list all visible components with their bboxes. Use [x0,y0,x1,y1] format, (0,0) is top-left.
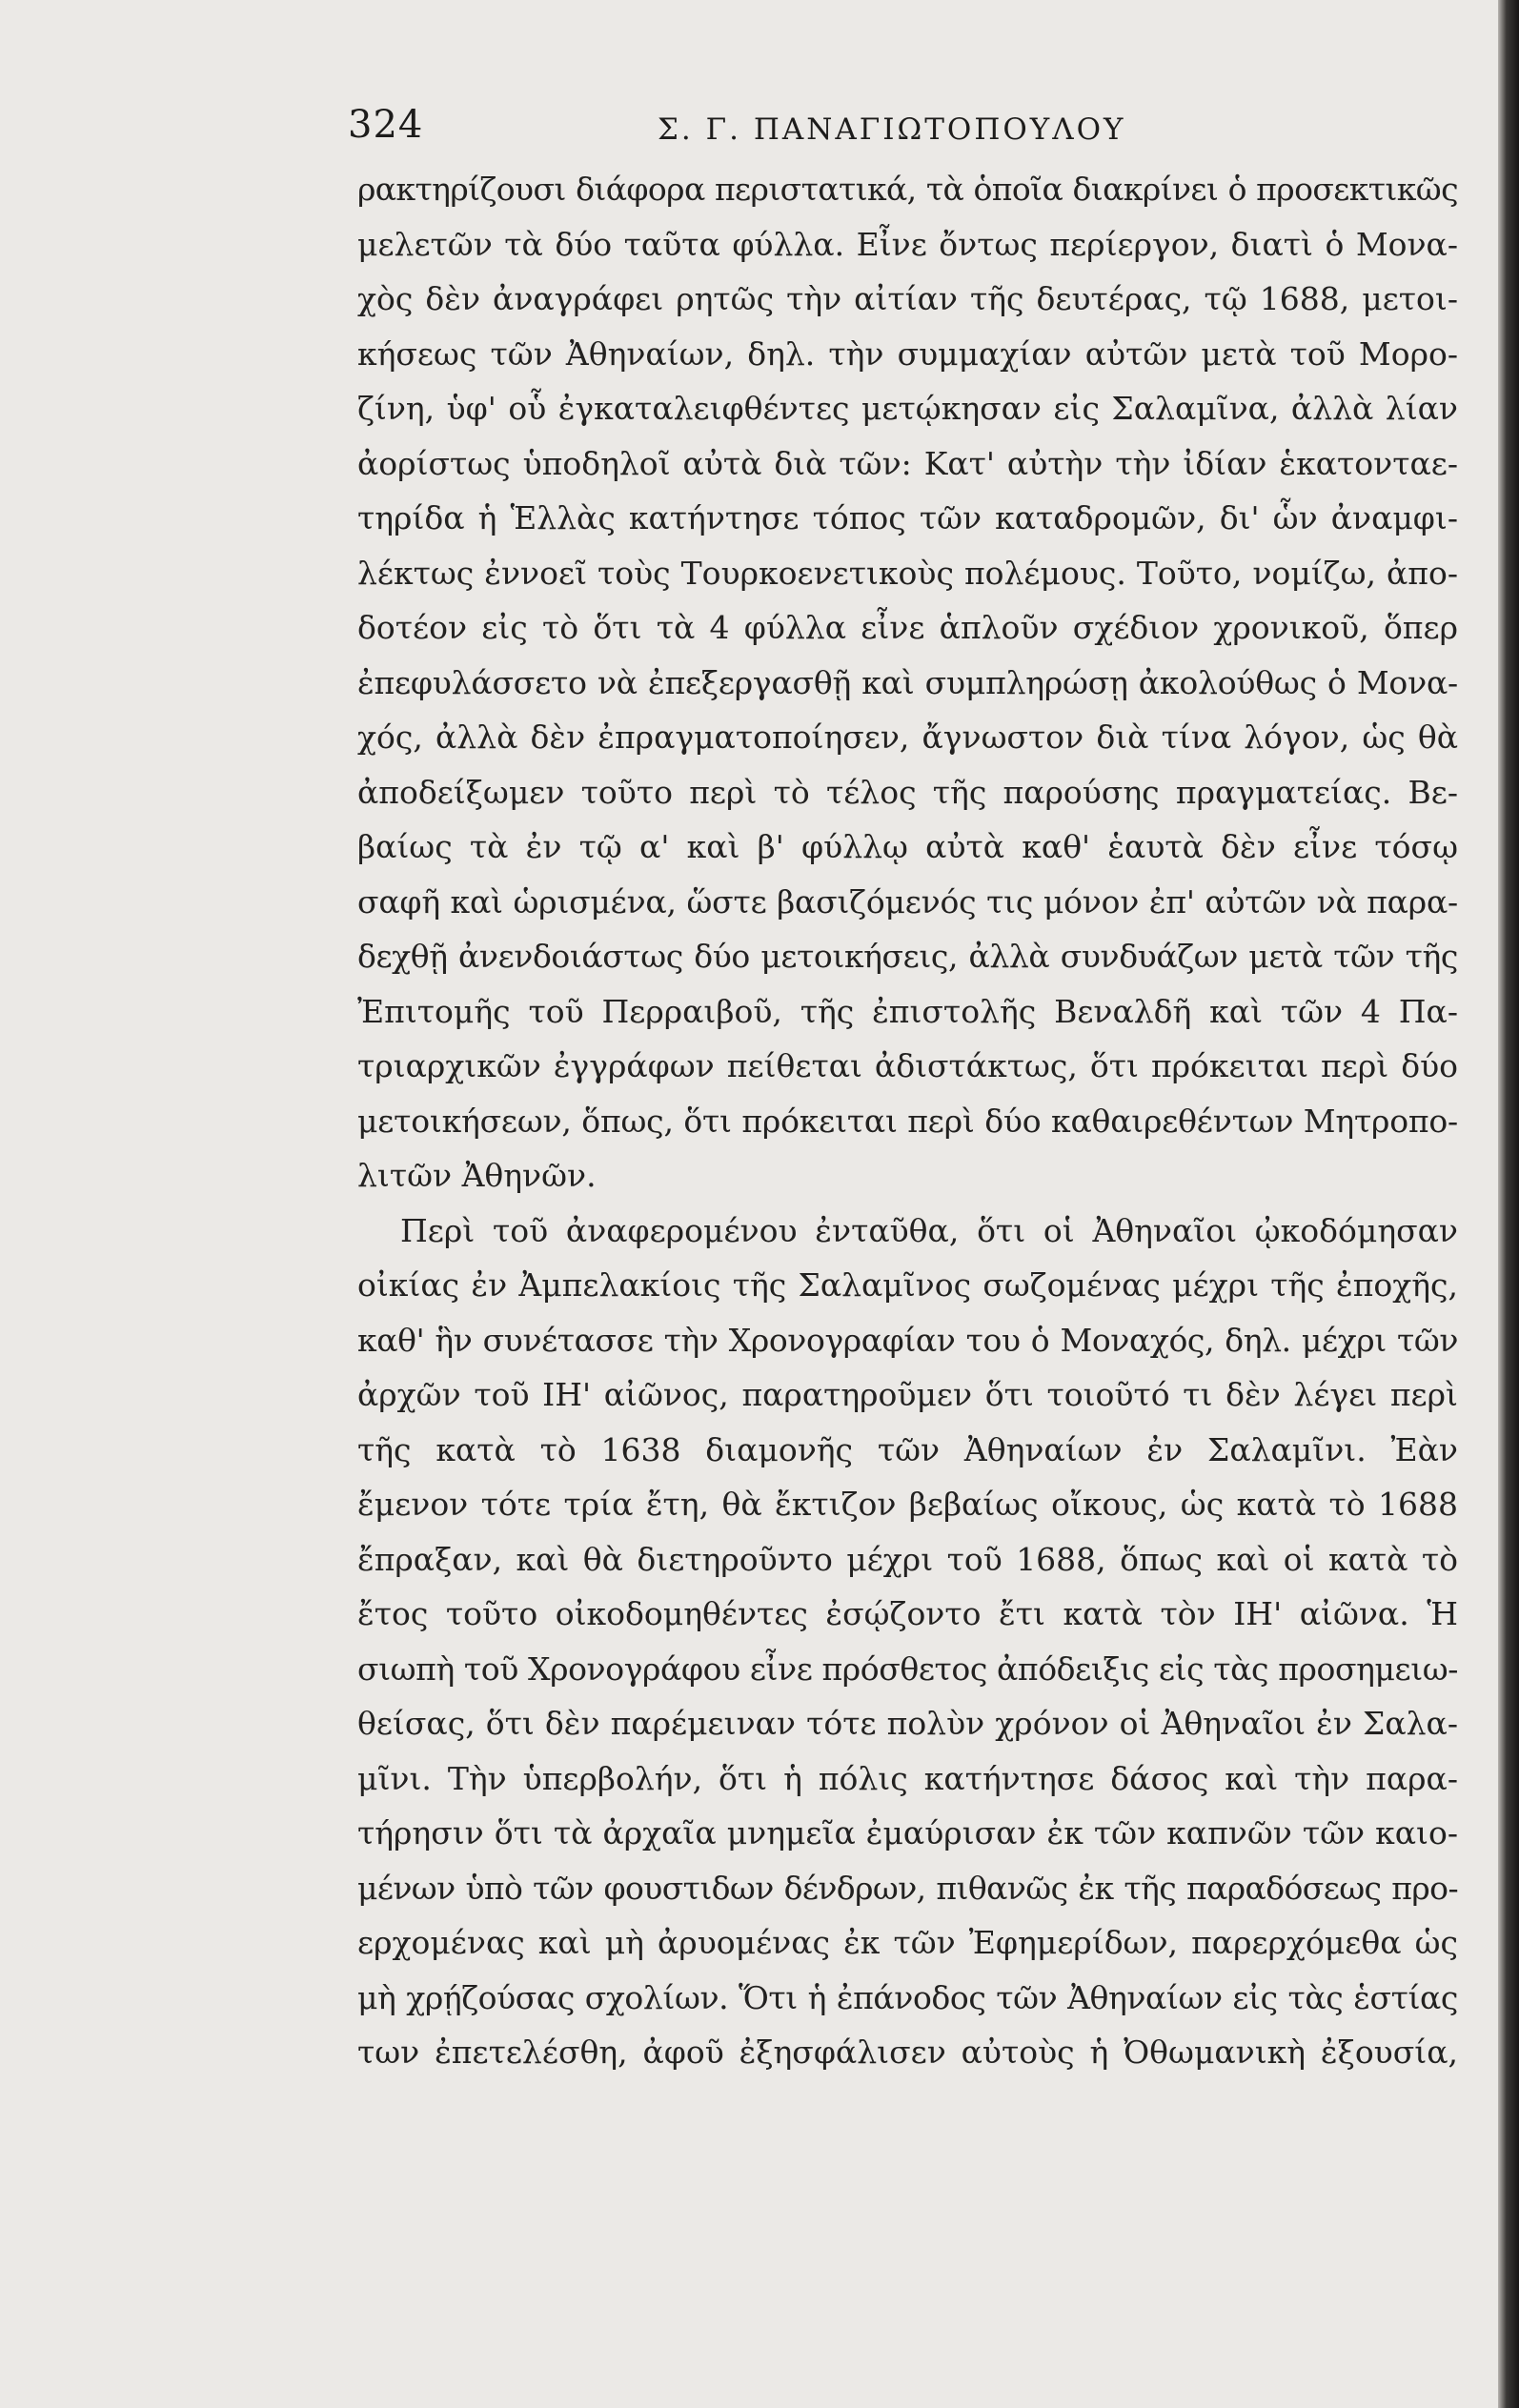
running-head: Σ. Γ. ΠΑΝΑΓΙΩΤΟΠΟΥΛΟΥ [658,112,1126,147]
text-line: ἔτος τοῦτο οἰκοδομηθέντες ἐσῴζοντο ἔτι κατὰ τὸν ΙΗ' αἰῶνα. Ἡ [357,1595,1458,1632]
text-line: χὸς δὲν ἀναγράφει ρητῶς τὴν αἰτίαν τῆς δευτέρας, τῷ 1688, μετοι- [357,280,1458,317]
text-line: ἀορίστως ὑποδηλοῖ αὐτὰ διὰ τῶν: Κατ' αὐτὴν τὴν ἰδίαν ἑκατονταε- [357,444,1458,482]
text-line: μῖνι. Τὴν ὑπερβολήν, ὅτι ἡ πόλις κατήντησε δάσος καὶ τὴν παρα- [357,1759,1458,1797]
text-line: λιτῶν Ἀθηνῶν. [357,1157,597,1194]
text-line: δεχθῇ ἀνενδοιάστως δύο μετοικήσεις, ἀλλὰ συνδυάζων μετὰ τῶν τῆς [357,938,1458,975]
text-line: Ἐπιτομῆς τοῦ Περραιβοῦ, τῆς ἐπιστολῆς Βεναλδῆ καὶ τῶν 4 Πα- [357,992,1458,1030]
page-number: 324 [348,103,424,147]
body-text [357,162,1458,2080]
text-line: λέκτως ἐννοεῖ τοὺς Τουρκοενετικοὺς πολέμους. Τοῦτο, νομίζω, ἀπο- [357,554,1458,592]
text-line: σιωπὴ τοῦ Χρονογράφου εἶνε πρόσθετος ἀπόδειξις εἰς τὰς προσημειω- [357,1649,1458,1688]
text-line: οἰκίας ἐν Ἀμπελακίοις τῆς Σαλαμῖνος σωζομένας μέχρι τῆς ἐποχῆς, [357,1266,1458,1304]
text-line: καθ' ἣν συνέτασσε τὴν Χρονογραφίαν του ὁ Μοναχός, δηλ. μέχρι τῶν [357,1321,1458,1359]
text-line: τηρίδα ἡ Ἑλλὰς κατήντησε τόπος τῶν καταδρομῶν, δι' ὧν ἀναμφι- [357,499,1458,536]
text-line: βαίως τὰ ἐν τῷ α' καὶ β' φύλλῳ αὐτὰ καθ' ἑαυτὰ δὲν εἶνε τόσῳ [357,828,1458,865]
paragraph-1 [357,162,1458,1204]
paragraph-2 [357,1204,1458,2080]
text-line: μὴ χρῄζούσας σχολίων. Ὅτι ἡ ἐπάνοδος τῶν Ἀθηναίων εἰς τὰς ἑστίας [357,1978,1458,2016]
text-line: ζίνη, ὑφ' οὗ ἐγκαταλειφθέντες μετῴκησαν εἰς Σαλαμῖνα, ἀλλὰ λίαν [357,390,1458,427]
text-line: σαφῆ καὶ ὡρισμένα, ὥστε βασιζόμενός τις μόνον ἐπ' αὐτῶν νὰ παρα- [357,882,1458,921]
text-line: ἀρχῶν τοῦ ΙΗ' αἰῶνος, παρατηροῦμεν ὅτι τοιοῦτό τι δὲν λέγει περὶ [357,1376,1458,1413]
text-line: Περὶ τοῦ ἀναφερομένου ἐνταῦθα, ὅτι οἱ Ἀθηναῖοι ᾠκοδόμησαν [400,1211,1458,1249]
text-line: ρακτηρίζουσι διάφορα περιστατικά, τὰ ὁποῖα διακρίνει ὁ προσεκτικῶς [357,171,1458,208]
text-line: μένων ὑπὸ τῶν φουστιδων δένδρων, πιθανῶς ἐκ τῆς παραδόσεως προ- [357,1869,1458,1907]
text-line: ἐπεφυλάσσετο νὰ ἐπεξεργασθῇ καὶ συμπληρώσῃ ἀκολούθως ὁ Μονα- [357,663,1458,701]
page-edge-shadow [1498,0,1519,2408]
text-line: μετοικήσεων, ὅπως, ὅτι πρόκειται περὶ δύο καθαιρεθέντων Μητροπο- [357,1102,1458,1140]
text-line: μελετῶν τὰ δύο ταῦτα φύλλα. Εἶνε ὄντως περίεργον, διατὶ ὁ Μονα- [357,225,1458,263]
text-line: χός, ἀλλὰ δὲν ἐπραγματοποίησεν, ἄγνωστον διὰ τίνα λόγον, ὡς θὰ [357,718,1458,756]
text-line: τῆς κατὰ τὸ 1638 διαμονῆς τῶν Ἀθηναίων ἐν Σαλαμῖνι. Ἐὰν [357,1430,1458,1468]
text-line: των ἐπετελέσθη, ἀφοῦ ἐξησφάλισεν αὐτοὺς ἡ Ὀθωμανικὴ ἐξουσία, [357,2034,1458,2071]
text-line: ἀποδείξωμεν τοῦτο περὶ τὸ τέλος τῆς παρούσης πραγματείας. Βε- [357,773,1458,811]
text-line: ἔμενον τότε τρία ἔτη, θὰ ἔκτιζον βεβαίως οἴκους, ὡς κατὰ τὸ 1688 [357,1486,1458,1523]
text-line: τριαρχικῶν ἐγγράφων πείθεται ἀδιστάκτως, ὅτι πρόκειται περὶ δύο [357,1047,1458,1084]
text-line: ἔπραξαν, καὶ θὰ διετηροῦντο μέχρι τοῦ 1688, ὅπως καὶ οἱ κατὰ τὸ [357,1540,1458,1578]
text-line: θείσας, ὅτι δὲν παρέμειναν τότε πολὺν χρόνον οἱ Ἀθηναῖοι ἐν Σαλα- [357,1705,1458,1742]
text-line: τήρησιν ὅτι τὰ ἀρχαῖα μνημεῖα ἐμαύρισαν ἐκ τῶν καπνῶν τῶν καιο- [357,1814,1458,1852]
page-header [348,103,1458,160]
text-line: κήσεως τῶν Ἀθηναίων, δηλ. τὴν συμμαχίαν αὐτῶν μετὰ τοῦ Μορο- [357,334,1458,373]
text-line: δοτέον εἰς τὸ ὅτι τὰ 4 φύλλα εἶνε ἁπλοῦν σχέδιον χρονικοῦ, ὅπερ [357,609,1458,646]
text-line: ερχομένας καὶ μὴ ἀρυομένας ἐκ τῶν Ἐφημερίδων, παρερχόμεθα ὡς [357,1924,1458,1961]
